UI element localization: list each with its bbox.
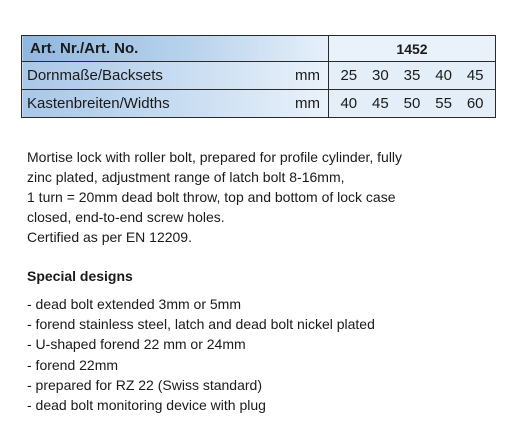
list-item: - dead bolt monitoring device with plug (27, 397, 266, 414)
special-designs-list (27, 294, 375, 415)
special-designs-title: Special designs (27, 268, 133, 284)
product-description (27, 147, 457, 247)
list-item: - U-shaped forend 22 mm or 24mm (27, 336, 246, 353)
backsets-unit: mm (295, 67, 320, 84)
widths-values-cell (329, 90, 496, 118)
list-item: - forend stainless steel, latch and dead bolt nickel plated (27, 316, 375, 333)
model-number: 1452 (329, 36, 496, 62)
backsets-label-cell (22, 62, 329, 90)
description-line: 1 turn = 20mm dead bolt throw, top and bottom of lock case (27, 189, 396, 205)
description-line: zinc plated, adjustment range of latch bolt 8-16mm, (27, 169, 345, 185)
list-item: - prepared for RZ 22 (Swiss standard) (27, 376, 262, 393)
widths-label: Kastenbreiten/Widths (27, 95, 170, 112)
list-item: - dead bolt extended 3mm or 5mm (27, 296, 241, 312)
width-value: 55 (435, 95, 452, 112)
width-value: 60 (466, 95, 484, 112)
table-header-row (22, 36, 496, 62)
table-row-backsets (22, 62, 496, 90)
description-line: Certified as per EN 12209. (27, 229, 192, 245)
spec-table (21, 35, 496, 118)
backset-value: 35 (403, 67, 421, 84)
article-number-label: Art. Nr./Art. No. (22, 36, 329, 62)
widths-label-cell (22, 90, 329, 118)
backset-value: 40 (435, 67, 452, 84)
backsets-values-cell (329, 62, 496, 90)
backset-value: 30 (372, 67, 389, 84)
width-value: 50 (403, 95, 421, 112)
backset-value: 25 (340, 67, 358, 84)
description-line: Mortise lock with roller bolt, prepared for profile cylinder, fully (27, 149, 403, 165)
table-row-widths (22, 90, 496, 118)
description-line: closed, end-to-end screw holes. (27, 209, 225, 225)
widths-unit: mm (295, 95, 320, 112)
list-item: - forend 22mm (27, 356, 119, 373)
width-value: 45 (372, 95, 389, 112)
backset-value: 45 (466, 67, 484, 84)
backsets-label: Dornmaße/Backsets (27, 67, 163, 84)
width-value: 40 (340, 95, 358, 112)
